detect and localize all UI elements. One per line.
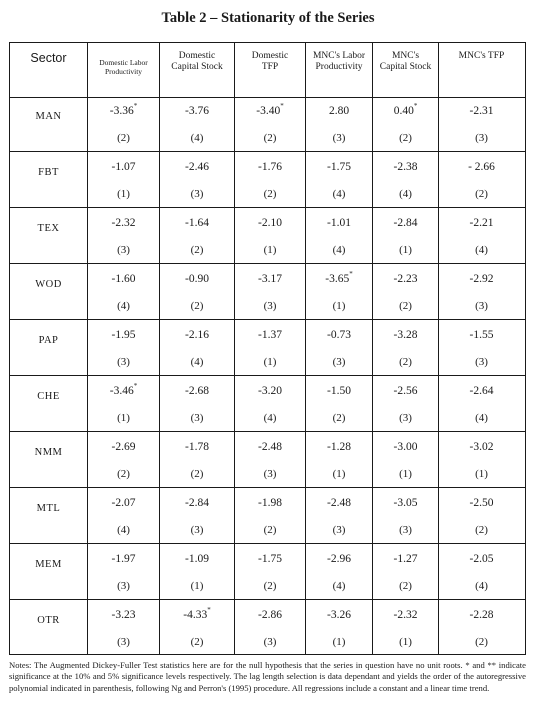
statistic-value: -2.92 [469, 273, 494, 285]
statistic-value: -2.69 [111, 441, 136, 453]
adf-statistic [88, 102, 159, 117]
statistic-value: -2.96 [327, 553, 351, 565]
lag-order: (1) [475, 468, 488, 480]
statistic-value: -3.26 [327, 609, 351, 621]
table-cell [88, 96, 160, 151]
header-mnc-labor-productivity [306, 43, 373, 96]
statistic-value: -3.76 [185, 105, 209, 117]
statistic-value: -2.16 [185, 329, 209, 341]
adf-statistic [373, 102, 438, 117]
adf-statistic [306, 553, 372, 565]
statistic-value: -1.28 [327, 441, 351, 453]
lag-order: (2) [263, 580, 277, 592]
statistic-value: -2.31 [469, 105, 494, 117]
header-domestic-capital-stock [160, 43, 235, 96]
header-col-4-line1: MNC's Labor [312, 51, 366, 61]
statistic-value: -2.86 [258, 609, 282, 621]
sector-cell [10, 208, 88, 263]
statistic-value: -2.28 [469, 609, 494, 621]
lag-order: (4) [332, 580, 346, 592]
table-cell [373, 320, 439, 375]
lag-order: (3) [117, 580, 130, 592]
adf-statistic [306, 105, 372, 117]
header-domestic-labor-productivity [88, 43, 160, 96]
sector-label: WOD [35, 279, 62, 290]
table-row [10, 600, 525, 655]
table-cell [235, 96, 306, 151]
lag-order: (2) [190, 636, 204, 648]
lag-order: (3) [475, 356, 488, 368]
table-cell [373, 152, 439, 207]
sector-cell [10, 376, 88, 431]
sector-label: PAP [38, 335, 59, 346]
adf-statistic [439, 441, 524, 453]
adf-statistic [306, 217, 372, 229]
lag-order: (3) [399, 412, 412, 424]
header-col-1-line2: Productivity [104, 67, 143, 76]
sector-cell [10, 96, 88, 151]
statistic-value: -3.17 [258, 273, 282, 285]
adf-statistic [373, 273, 438, 285]
lag-order: (4) [475, 580, 488, 592]
header-col-1-line1: Domestic Labor [99, 58, 148, 67]
lag-order: (4) [475, 412, 488, 424]
lag-order: (2) [190, 244, 204, 256]
table-cell [160, 376, 235, 431]
table-cell [373, 96, 439, 151]
statistic-value: -2.84 [393, 217, 418, 229]
significance-marker: * [349, 270, 353, 278]
adf-statistic [235, 102, 305, 117]
lag-order: (3) [263, 636, 277, 648]
lag-order: (1) [117, 412, 130, 424]
table-cell [306, 600, 373, 655]
statistic-value: -2.32 [393, 609, 418, 621]
statistic-value: -1.01 [327, 217, 351, 229]
lag-order: (3) [190, 524, 204, 536]
table-cell [439, 96, 524, 151]
adf-statistic [373, 497, 438, 509]
statistic-value: -2.56 [393, 385, 418, 397]
table-cell [235, 600, 306, 655]
lag-order: (4) [117, 300, 130, 312]
statistic-value: -3.02 [469, 441, 494, 453]
adf-statistic [88, 497, 159, 509]
statistic-value: -1.50 [327, 385, 351, 397]
statistic-value: -1.09 [185, 553, 209, 565]
lag-order: (3) [117, 244, 130, 256]
statistic-value: - 2.66 [468, 161, 495, 173]
table-cell [235, 264, 306, 319]
adf-statistic [439, 553, 524, 565]
adf-statistic [306, 270, 372, 285]
table-cell [88, 432, 160, 487]
table-cell [373, 264, 439, 319]
header-col-5-line2: Capital Stock [379, 62, 432, 72]
adf-statistic [160, 329, 234, 341]
table-cell [235, 488, 306, 543]
lag-order: (3) [332, 356, 346, 368]
sector-label: MTL [36, 503, 61, 514]
lag-order: (3) [399, 524, 412, 536]
adf-statistic [235, 553, 305, 565]
table-cell [235, 432, 306, 487]
statistic-value: -3.05 [393, 497, 418, 509]
adf-statistic [160, 273, 234, 285]
table-row [10, 96, 525, 152]
adf-statistic [88, 329, 159, 341]
lag-order: (4) [475, 244, 488, 256]
table-row [10, 264, 525, 320]
header-col-3-line1: Domestic [251, 51, 289, 61]
table-cell [160, 208, 235, 263]
lag-order: (2) [399, 580, 412, 592]
lag-order: (2) [399, 300, 412, 312]
adf-statistic [439, 385, 524, 397]
statistic-value: -2.10 [258, 217, 282, 229]
adf-statistic [160, 497, 234, 509]
lag-order: (1) [263, 244, 277, 256]
lag-order: (2) [475, 188, 488, 200]
adf-statistic [160, 105, 234, 117]
table-cell [373, 208, 439, 263]
table-cell [439, 600, 524, 655]
adf-statistic [373, 553, 438, 565]
table-cell [235, 544, 306, 599]
table-cell [306, 152, 373, 207]
lag-order: (4) [190, 132, 204, 144]
lag-order: (3) [117, 636, 130, 648]
adf-statistic [439, 497, 524, 509]
adf-statistic [373, 385, 438, 397]
lag-order: (4) [332, 244, 346, 256]
lag-order: (4) [190, 356, 204, 368]
adf-statistic [306, 161, 372, 173]
lag-order: (2) [263, 132, 277, 144]
statistic-value: -2.46 [185, 161, 209, 173]
table-cell [160, 488, 235, 543]
statistic-value: -2.48 [258, 441, 282, 453]
table-cell [88, 544, 160, 599]
table-cell [88, 488, 160, 543]
significance-marker: * [280, 102, 284, 110]
lag-order: (2) [475, 524, 488, 536]
table-cell [439, 488, 524, 543]
lag-order: (2) [475, 636, 488, 648]
lag-order: (4) [399, 188, 412, 200]
adf-statistic [88, 609, 159, 621]
sector-label: CHE [37, 391, 60, 402]
statistic-value: -2.32 [111, 217, 136, 229]
adf-statistic [373, 329, 438, 341]
table-cell [235, 152, 306, 207]
statistic-value: -3.00 [393, 441, 418, 453]
table-cell [160, 152, 235, 207]
table-header [10, 43, 525, 98]
lag-order: (1) [190, 580, 204, 592]
sector-label: MAN [35, 111, 62, 122]
table-notes: Notes: The Augmented Dickey-Fuller Test statistics here are for the null hypothesis that the series in question have no unit roots. * and ** indicate significance at the 10% and 5% significance levels respectively. The lag length selection is data dependant and yields the order of the autoregressive polynomial indicated in parenthesis, following Ng and Perron's (1995) procedure. All regressions include a constant and a linear time trend. [9, 660, 526, 693]
significance-marker: * [133, 382, 138, 390]
header-mnc-capital-stock [373, 43, 439, 96]
table-cell [306, 488, 373, 543]
statistic-value: 0.40 [393, 105, 414, 117]
sector-label: NMM [34, 447, 63, 458]
adf-statistic [306, 497, 372, 509]
sector-cell [10, 320, 88, 375]
table-cell [306, 208, 373, 263]
lag-order: (1) [399, 244, 412, 256]
adf-statistic [373, 161, 438, 173]
table-cell [439, 264, 524, 319]
header-col-2-line2: Capital Stock [171, 62, 223, 72]
adf-statistic [235, 609, 305, 621]
table-cell [306, 432, 373, 487]
statistic-value: -2.48 [327, 497, 351, 509]
adf-statistic [235, 217, 305, 229]
lag-order: (3) [332, 524, 346, 536]
header-sector-label: Sector [30, 51, 67, 65]
lag-order: (2) [117, 132, 130, 144]
adf-statistic [306, 385, 372, 397]
lag-order: (2) [190, 468, 204, 480]
lag-order: (4) [117, 524, 130, 536]
table-row [10, 376, 525, 432]
statistic-value: -1.27 [393, 553, 418, 565]
lag-order: (2) [263, 188, 277, 200]
stationarity-table [9, 42, 526, 655]
statistic-value: -1.78 [185, 441, 209, 453]
adf-statistic [373, 609, 438, 621]
table-cell [373, 432, 439, 487]
sector-label: MEM [35, 559, 62, 570]
lag-order: (1) [263, 356, 277, 368]
sector-label: TEX [37, 223, 60, 234]
lag-order: (3) [475, 132, 488, 144]
table-title: Table 2 – Stationarity of the Series [161, 10, 375, 26]
statistic-value: -2.38 [393, 161, 418, 173]
statistic-value: -2.07 [111, 497, 136, 509]
adf-statistic [373, 441, 438, 453]
adf-statistic [88, 161, 159, 173]
table-cell [160, 600, 235, 655]
significance-marker: * [207, 606, 211, 614]
table-row [10, 152, 525, 208]
table-cell [373, 544, 439, 599]
table-cell [373, 600, 439, 655]
statistic-value: -2.64 [469, 385, 494, 397]
table-cell [373, 376, 439, 431]
statistic-value: -2.84 [185, 497, 209, 509]
lag-order: (2) [190, 300, 204, 312]
statistic-value: -3.46 [109, 385, 134, 397]
adf-statistic [160, 217, 234, 229]
adf-statistic [88, 382, 159, 397]
header-mnc-tfp [439, 43, 524, 96]
sector-cell [10, 488, 88, 543]
statistic-value: -3.23 [111, 609, 136, 621]
lag-order: (4) [332, 188, 346, 200]
statistic-value: -3.36 [109, 105, 134, 117]
sector-cell [10, 544, 88, 599]
table-cell [160, 432, 235, 487]
lag-order: (2) [332, 412, 346, 424]
adf-statistic [439, 105, 524, 117]
lag-order: (3) [475, 300, 488, 312]
adf-statistic [235, 273, 305, 285]
adf-statistic [439, 609, 524, 621]
adf-statistic [235, 497, 305, 509]
statistic-value: -2.50 [469, 497, 494, 509]
sector-label: OTR [37, 615, 60, 626]
adf-statistic [160, 441, 234, 453]
table-cell [88, 376, 160, 431]
table-cell [439, 208, 524, 263]
adf-statistic [439, 161, 524, 173]
statistic-value: 2.80 [328, 105, 350, 117]
statistic-value: -3.28 [393, 329, 418, 341]
statistic-value: -1.75 [258, 553, 282, 565]
statistic-value: -1.98 [258, 497, 282, 509]
adf-statistic [439, 329, 524, 341]
statistic-value: -2.05 [469, 553, 494, 565]
lag-order: (3) [263, 300, 277, 312]
table-cell [235, 320, 306, 375]
statistic-value: -1.55 [469, 329, 494, 341]
table-row [10, 432, 525, 488]
table-cell [160, 320, 235, 375]
lag-order: (3) [117, 356, 130, 368]
significance-marker: * [413, 102, 418, 110]
table-cell [439, 432, 524, 487]
lag-order: (1) [399, 468, 412, 480]
table-cell [160, 96, 235, 151]
table-cell [88, 320, 160, 375]
lag-order: (1) [332, 468, 346, 480]
adf-statistic [306, 329, 372, 341]
table-cell [88, 264, 160, 319]
adf-statistic [235, 385, 305, 397]
table-cell [88, 152, 160, 207]
table-cell [235, 376, 306, 431]
table-cell [306, 376, 373, 431]
lag-order: (1) [399, 636, 412, 648]
lag-order: (2) [399, 356, 412, 368]
statistic-value: -0.90 [185, 273, 209, 285]
adf-statistic [88, 441, 159, 453]
adf-statistic [439, 217, 524, 229]
table-row [10, 320, 525, 376]
table-row [10, 208, 525, 264]
table-cell [306, 544, 373, 599]
sector-label: FBT [38, 167, 59, 178]
statistic-value: -3.40 [256, 105, 281, 117]
adf-statistic [160, 161, 234, 173]
adf-statistic [373, 217, 438, 229]
lag-order: (1) [332, 636, 346, 648]
table-cell [439, 544, 524, 599]
adf-statistic [306, 609, 372, 621]
table-cell [88, 208, 160, 263]
lag-order: (2) [399, 132, 412, 144]
statistic-value: -1.76 [258, 161, 282, 173]
statistic-value: -1.97 [111, 553, 136, 565]
header-col-4-line2: Productivity [315, 62, 363, 72]
table-row [10, 544, 525, 600]
lag-order: (1) [117, 188, 130, 200]
header-col-5-line1: MNC's [391, 51, 420, 61]
statistic-value: -1.75 [327, 161, 351, 173]
adf-statistic [439, 273, 524, 285]
table-cell [306, 264, 373, 319]
lag-order: (4) [263, 412, 277, 424]
header-col-6-line1: MNC's TFP [458, 51, 505, 61]
statistic-value: -1.95 [111, 329, 136, 341]
adf-statistic [235, 329, 305, 341]
adf-statistic [88, 273, 159, 285]
lag-order: (3) [190, 188, 204, 200]
statistic-value: -2.21 [469, 217, 494, 229]
adf-statistic [306, 441, 372, 453]
table-cell [88, 600, 160, 655]
lag-order: (3) [332, 132, 346, 144]
sector-cell [10, 600, 88, 655]
table-row [10, 488, 525, 544]
statistic-value: -1.37 [258, 329, 282, 341]
header-domestic-tfp [235, 43, 306, 96]
table-cell [373, 488, 439, 543]
statistic-value: -3.65 [325, 273, 350, 285]
lag-order: (2) [263, 524, 277, 536]
table-cell [439, 152, 524, 207]
header-sector [10, 43, 88, 96]
statistic-value: -3.20 [258, 385, 282, 397]
statistic-value: -2.23 [393, 273, 418, 285]
table-cell [160, 264, 235, 319]
statistic-value: -1.60 [111, 273, 136, 285]
table-cell [439, 320, 524, 375]
statistic-value: -0.73 [327, 329, 351, 341]
sector-cell [10, 152, 88, 207]
sector-cell [10, 432, 88, 487]
statistic-value: -4.33 [183, 609, 208, 621]
statistic-value: -1.64 [185, 217, 209, 229]
lag-order: (1) [332, 300, 346, 312]
sector-cell [10, 264, 88, 319]
significance-marker: * [133, 102, 138, 110]
adf-statistic [88, 553, 159, 565]
adf-statistic [235, 441, 305, 453]
table-cell [160, 544, 235, 599]
table-cell [306, 96, 373, 151]
adf-statistic [235, 161, 305, 173]
statistic-value: -2.68 [185, 385, 209, 397]
lag-order: (2) [117, 468, 130, 480]
lag-order: (3) [190, 412, 204, 424]
table-cell [306, 320, 373, 375]
table-cell [439, 376, 524, 431]
adf-statistic [160, 553, 234, 565]
statistic-value: -1.07 [111, 161, 136, 173]
header-col-2-line1: Domestic [178, 51, 216, 61]
lag-order: (3) [263, 468, 277, 480]
adf-statistic [160, 606, 234, 621]
adf-statistic [160, 385, 234, 397]
header-col-3-line2: TFP [261, 62, 279, 72]
table-cell [235, 208, 306, 263]
adf-statistic [88, 217, 159, 229]
